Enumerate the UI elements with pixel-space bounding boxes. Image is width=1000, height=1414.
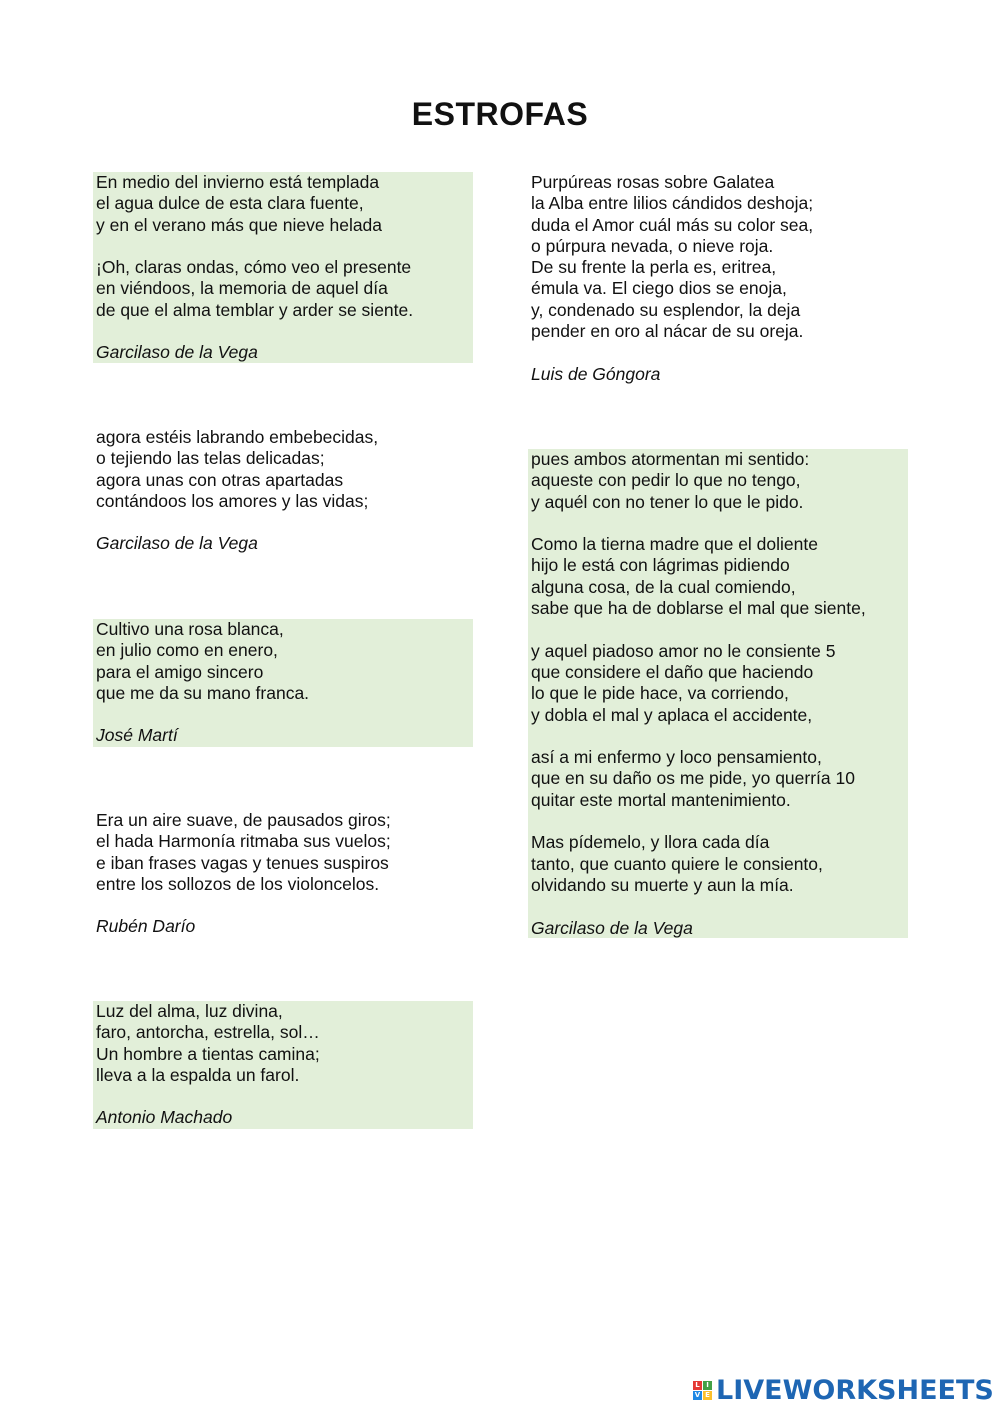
verse-line: agora unas con otras apartadas: [96, 469, 344, 490]
verse-line: duda el Amor cuál más su color sea,: [531, 214, 814, 235]
verse-line: Purpúreas rosas sobre Galatea: [531, 172, 775, 192]
verse-line: o tejiendo las telas delicadas;: [96, 448, 325, 469]
verse-line: Cultivo una rosa blanca,: [96, 619, 284, 639]
verse-line: entre los sollozos de los violoncelos.: [96, 873, 380, 894]
poem-author: Garcilaso de la Vega: [531, 917, 693, 938]
verse-line: así a mi enfermo y loco pensamiento,: [531, 747, 822, 768]
poem-author: Rubén Darío: [96, 916, 196, 937]
logo-mark-letter: L: [693, 1381, 702, 1390]
verse-line: contándoos los amores y las vidas;: [96, 490, 369, 511]
liveworksheets-logo: [693, 1376, 994, 1404]
verse-line: y en el verano más que nieve helada: [96, 214, 383, 235]
verse-line: agora estéis labrando embebecidas,: [96, 427, 379, 447]
verse-line: Luz del alma, luz divina,: [96, 1001, 283, 1021]
logo-text: LIVEWORKSHEETS: [716, 1374, 994, 1406]
stanza: [531, 172, 908, 342]
verse-line: alguna cosa, de la cual comiendo,: [531, 576, 796, 597]
stanza: [96, 619, 473, 704]
verse-line: Como la tierna madre que el doliente: [531, 534, 818, 555]
verse-line: que en su daño os me pide, yo querría 10: [531, 768, 855, 789]
verse-line: ¡Oh, claras ondas, cómo veo el presente: [96, 257, 412, 278]
stanza: [531, 534, 908, 619]
verse-line: émula va. El ciego dios se enoja,: [531, 278, 787, 299]
poem-author: José Martí: [96, 725, 178, 746]
stanza: [96, 810, 473, 895]
poem-author: Luis de Góngora: [531, 363, 661, 384]
verse-line: y, condenado su esplendor, la deja: [531, 299, 801, 320]
verse-line: que me da su mano franca.: [96, 682, 310, 703]
poem-machado-luz: [93, 1001, 473, 1129]
verse-line: Mas pídemelo, y llora cada día: [531, 832, 770, 853]
verse-line: Era un aire suave, de pausados giros;: [96, 810, 391, 830]
verse-line: en viéndoos, la memoria de aquel día: [96, 278, 388, 299]
verse-line: olvidando su muerte y aun la mía.: [531, 874, 794, 895]
stanza: [531, 747, 908, 811]
verse-line: lleva a la espalda un farol.: [96, 1064, 300, 1085]
stanza: [96, 257, 473, 321]
verse-line: o púrpura nevada, o nieve roja.: [531, 235, 774, 256]
verse-line: quitar este mortal mantenimiento.: [531, 789, 791, 810]
verse-line: y dobla el mal y aplaca el accidente,: [531, 704, 813, 725]
stanza: [531, 832, 908, 896]
stanza: [96, 1001, 473, 1086]
logo-mark-letter: E: [703, 1391, 712, 1400]
verse-line: e iban frases vagas y tenues suspiros: [96, 852, 389, 873]
verse-line: la Alba entre lilios cándidos deshoja;: [531, 193, 814, 214]
logo-mark-letter: I: [703, 1381, 712, 1390]
verse-line: sabe que ha de doblarse el mal que siente,: [531, 598, 866, 619]
poem-author: Antonio Machado: [96, 1107, 233, 1128]
verse-line: el hada Harmonía ritmaba sus vuelos;: [96, 831, 391, 852]
verse-line: el agua dulce de esta clara fuente,: [96, 193, 364, 214]
verse-line: y aquel piadoso amor no le consiente 5: [531, 640, 836, 661]
verse-line: de que el alma temblar y arder se siente.: [96, 299, 414, 320]
verse-line: De su frente la perla es, eritrea,: [531, 257, 777, 278]
verse-line: que considere el daño que haciendo: [531, 661, 814, 682]
poem-dario-aire-suave: [93, 810, 473, 938]
poem-garcilaso-madre: [528, 449, 908, 938]
poem-gongora-galatea: [528, 172, 908, 385]
page-title: ESTROFAS: [411, 96, 589, 132]
verse-line: En medio del invierno está templada: [96, 172, 380, 192]
verse-line: Un hombre a tientas camina;: [96, 1043, 320, 1064]
verse-line: faro, antorcha, estrella, sol…: [96, 1022, 320, 1043]
verse-line: tanto, que cuanto quiere le consiento,: [531, 853, 823, 874]
stanza: [96, 427, 473, 512]
verse-line: en julio como en enero,: [96, 640, 278, 661]
verse-line: pues ambos atormentan mi sentido:: [531, 449, 810, 469]
stanza: [96, 172, 473, 236]
verse-line: lo que le pide hace, va corriendo,: [531, 683, 789, 704]
verse-line: y aquél con no tener lo que le pido.: [531, 491, 804, 512]
verse-line: hijo le está con lágrimas pidiendo: [531, 555, 790, 576]
stanza: [531, 449, 908, 513]
poem-garcilaso-ninfas: [93, 427, 473, 555]
logo-mark-letter: V: [694, 1390, 701, 1399]
verse-line: aqueste con pedir lo que no tengo,: [531, 470, 801, 491]
poem-marti-rosa-blanca: [93, 619, 473, 747]
verse-line: para el amigo sincero: [96, 661, 264, 682]
poem-author: Garcilaso de la Vega: [96, 342, 258, 363]
verse-line: pender en oro al nácar de su oreja.: [531, 321, 804, 342]
poem-garcilaso-fuente: [93, 172, 473, 363]
poem-author: Garcilaso de la Vega: [96, 533, 258, 554]
stanza: [531, 641, 908, 726]
logo-mark-icon: [693, 1381, 712, 1400]
